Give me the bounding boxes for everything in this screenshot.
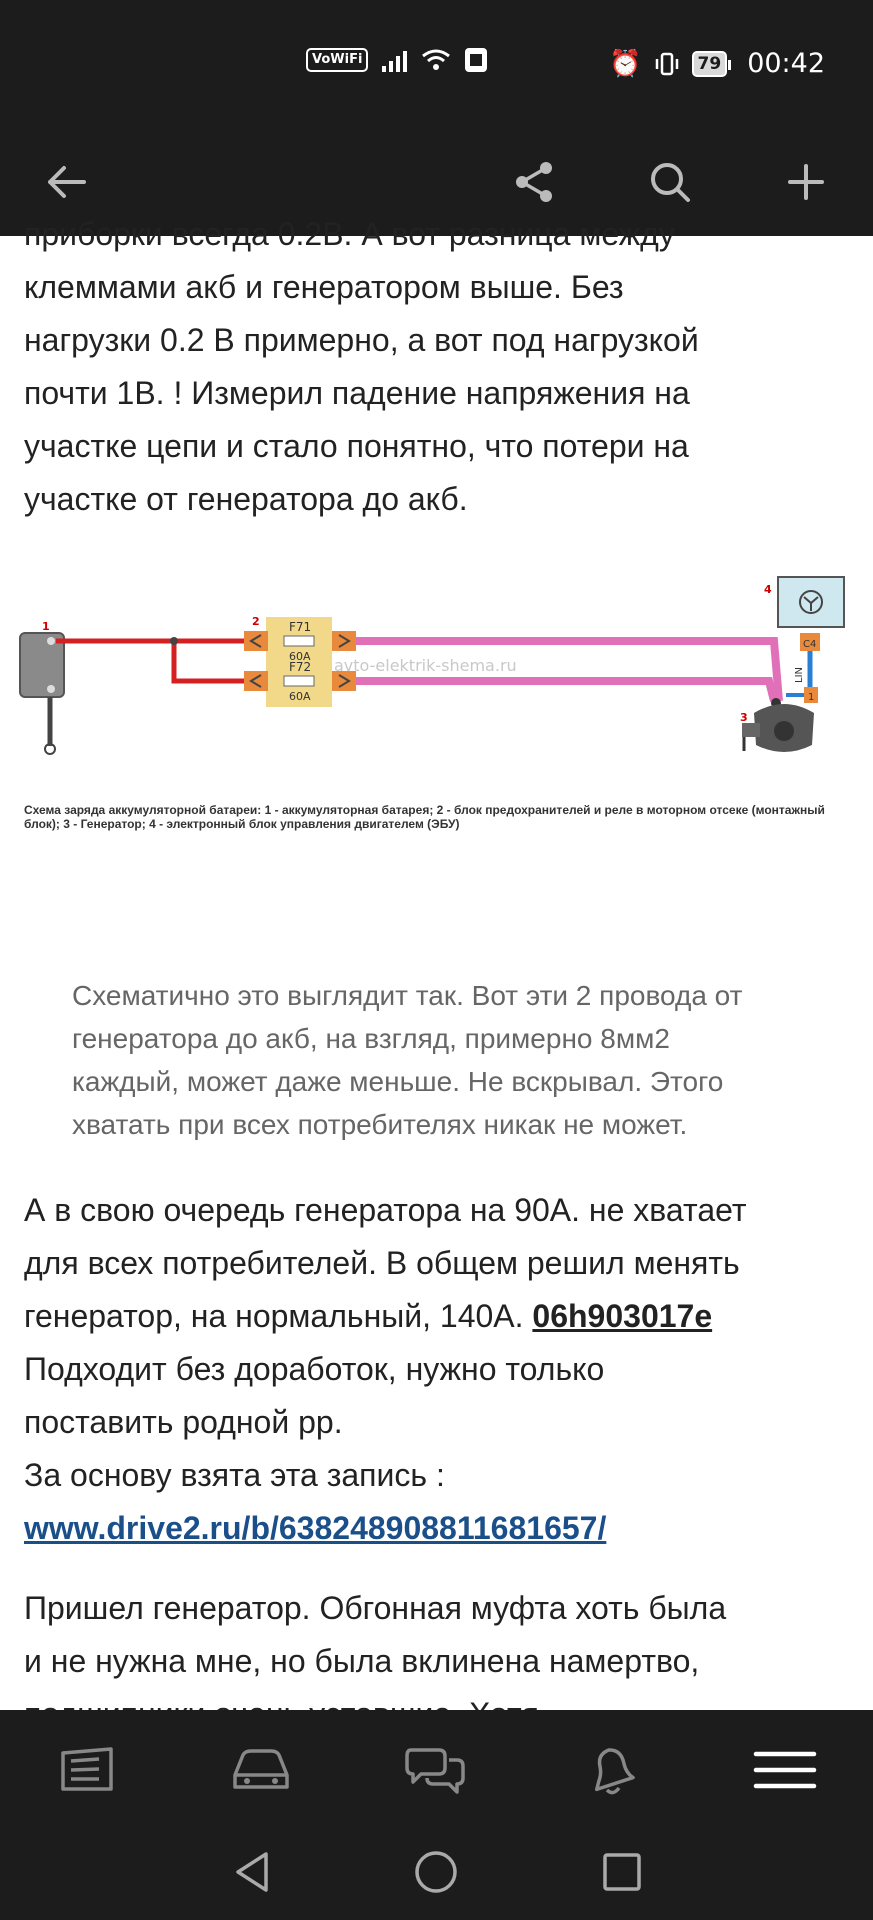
fuse-f72-amp: 60A (289, 690, 311, 703)
label-3: 3 (740, 711, 748, 724)
battery-icon: 79 (692, 51, 728, 77)
fuse-f71-amp: 60A (289, 650, 311, 663)
car-icon (229, 1745, 293, 1795)
part-number-link[interactable]: 06h903017e (532, 1298, 713, 1334)
label-2: 2 (252, 615, 260, 628)
text-line: А в свою очередь генератора на 90А. не хватает (24, 1192, 747, 1228)
back-button[interactable] (36, 152, 96, 212)
search-icon (647, 159, 693, 205)
text-segment: генератор, на нормальный, 140А. (24, 1298, 533, 1334)
system-home-button[interactable] (406, 1842, 466, 1902)
text-line (24, 1290, 844, 1343)
text-line: приборки всегда 0.2В. А вот разница между (24, 216, 675, 252)
system-recents-button[interactable] (592, 1842, 652, 1902)
text-line: нагрузки 0.2 В примерно, а вот под нагрузкой (24, 322, 699, 358)
text-line: поставить родной рр. (24, 1404, 343, 1440)
paragraph-2 (24, 1184, 844, 1555)
wiring-diagram-figure[interactable] (14, 573, 859, 873)
connector-c4: C4 (803, 639, 817, 650)
drive2-url-link[interactable]: www.drive2.ru/b/638248908811681657/ (24, 1510, 607, 1546)
fuse-f72-label: F72 (289, 660, 312, 674)
bottom-navigation (0, 1710, 873, 1830)
nav-garage[interactable] (226, 1740, 296, 1800)
paragraph-1 (24, 208, 844, 526)
share-button[interactable] (504, 152, 564, 212)
text-line: клеммами акб и генератором выше. Без (24, 269, 624, 305)
text-line: хватать при всех потребителях никак не может. (72, 1109, 688, 1140)
nav-messages[interactable] (400, 1740, 470, 1800)
text-line: почти 1В. ! Измерил падение напряжения на (24, 375, 690, 411)
status-left (306, 48, 487, 72)
plus-icon (786, 162, 826, 202)
nav-menu[interactable] (750, 1740, 820, 1800)
text-line: и не нужна мне, но была вклинена намертво, (24, 1643, 700, 1679)
lin-label: LIN (794, 666, 805, 683)
fuse-f71-label: F71 (289, 620, 312, 634)
status-right (609, 48, 825, 79)
text-line: участке от генератора до акб. (24, 481, 468, 517)
back-triangle-icon (230, 1848, 274, 1896)
watermark: avto-elektrik-shema.ru (334, 656, 517, 675)
text-line: участке цепи и стало понятно, что потери на (24, 428, 689, 464)
home-circle-icon (413, 1849, 459, 1895)
nav-journal[interactable] (52, 1740, 122, 1800)
text-line: Пришел генератор. Обгонная муфта хоть была (24, 1590, 727, 1626)
text-line: генератора до акб, на взгляд, примерно 8мм2 (72, 1023, 670, 1054)
figure-caption: Схема заряда аккумуляторной батареи: 1 - аккумуляторная батарея; 2 - блок предохранителей и реле в моторном отсеке (монтажный блок); 3 - Генератор; 4 - электронный блок управления двигателем (ЭБУ) (24, 803, 825, 831)
text-line: каждый, может даже меньше. Не вскрывал. Этого (72, 1066, 724, 1097)
wiring-diagram (14, 573, 859, 793)
alarm-icon: ⏰ (609, 48, 642, 79)
wifi-icon (421, 48, 451, 72)
vowifi-badge: VoWiFi (306, 48, 368, 72)
text-line: За основу взята эта запись : (24, 1457, 445, 1493)
add-button[interactable] (776, 152, 836, 212)
bell-icon (583, 1742, 639, 1798)
status-bar (0, 0, 873, 128)
data-icon (465, 48, 487, 72)
text-line: для всех потребителей. В общем решил менять (24, 1245, 740, 1281)
search-button[interactable] (640, 152, 700, 212)
connector-1: 1 (808, 692, 815, 703)
arrow-left-icon (44, 160, 88, 204)
text-line (24, 1502, 844, 1555)
system-navigation (0, 1830, 873, 1920)
image-description (72, 974, 832, 1146)
journal-icon (57, 1745, 117, 1795)
text-line: Подходит без доработок, нужно только (24, 1351, 605, 1387)
menu-icon (754, 1748, 816, 1792)
system-back-button[interactable] (222, 1842, 282, 1902)
nav-notifications[interactable] (576, 1740, 646, 1800)
signal-icon (382, 48, 407, 72)
clock: 00:42 (747, 48, 825, 79)
vibrate-icon (654, 51, 680, 77)
recents-square-icon (600, 1850, 644, 1894)
label-1: 1 (42, 620, 50, 633)
chat-icon (403, 1744, 467, 1796)
article-content (0, 216, 873, 1710)
share-icon (510, 158, 558, 206)
text-line: Схематично это выглядит так. Вот эти 2 провода от (72, 980, 743, 1011)
label-4: 4 (764, 583, 772, 596)
